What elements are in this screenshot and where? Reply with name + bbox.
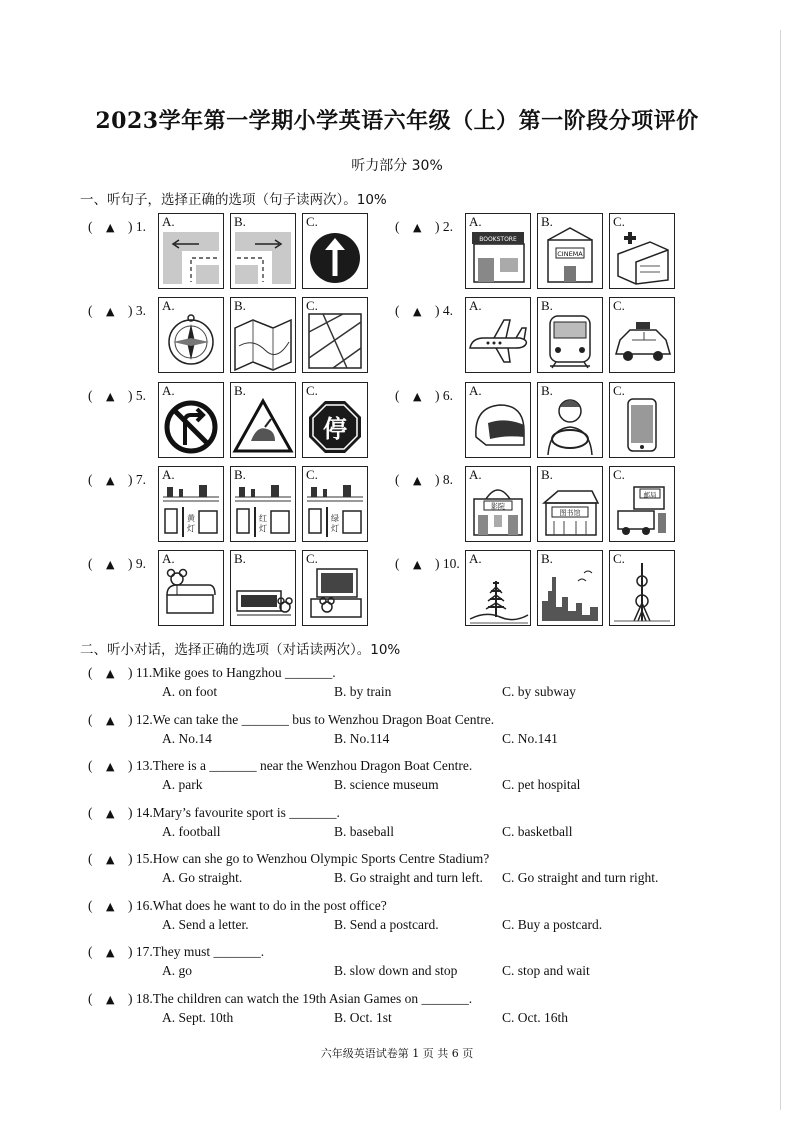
picture-option[interactable]: [302, 382, 368, 458]
question-number-text: 1.: [135, 219, 146, 234]
section1-heading: 一、听句子，选择正确的选项（句子读两次）。10%: [80, 192, 387, 208]
answer-choice[interactable]: C. No.141: [502, 730, 558, 746]
picture-question-6: [395, 382, 685, 460]
option-letter: A.: [162, 467, 175, 482]
picture-option[interactable]: [158, 466, 224, 542]
answer-mark-icon: ▲: [106, 474, 115, 487]
answer-mark-icon: ▲: [106, 899, 115, 913]
dialogue-question-16: ( ▲ ) 16.What does he want to do in the post office?: [88, 897, 387, 913]
answer-mark-icon: ▲: [106, 992, 115, 1006]
option-letter: C.: [613, 467, 625, 482]
question-number-text: 18.: [135, 990, 153, 1006]
answer-mark-icon: ▲: [413, 474, 422, 487]
option-letter: A.: [162, 298, 175, 313]
option-letter: C.: [613, 383, 625, 398]
answer-mark-icon: ▲: [106, 667, 115, 680]
option-letter: A.: [162, 551, 175, 566]
option-letter: A.: [469, 214, 482, 229]
picture-option[interactable]: [158, 297, 224, 373]
answer-choice[interactable]: A. Send a letter.: [162, 916, 249, 932]
answer-mark-icon: ▲: [106, 305, 115, 318]
listening-subtitle: 听力部分 30%: [351, 158, 443, 174]
option-letter: B.: [541, 383, 553, 398]
question-number: ( ▲ ) 3.: [88, 303, 146, 318]
question-number-text: 15.: [135, 851, 153, 866]
answer-mark-icon: ▲: [106, 853, 115, 866]
answer-choice[interactable]: B. science museum: [334, 777, 439, 792]
picture-option[interactable]: [158, 213, 224, 289]
picture-question-7: [88, 466, 378, 544]
question-number: ( ▲ ) 5.: [88, 388, 146, 403]
sign-text: 停: [323, 415, 347, 443]
answer-choice[interactable]: A. park: [162, 777, 203, 792]
answer-choice[interactable]: B. Oct. 1st: [334, 1009, 392, 1025]
question-text: We can take the _______ bus to Wenzhou Dragon Boat Centre.: [152, 711, 495, 727]
picture-option[interactable]: [465, 297, 531, 373]
answer-choice[interactable]: A. on foot: [162, 684, 218, 699]
answer-choice[interactable]: C. by subway: [502, 684, 576, 699]
answer-choice[interactable]: C. stop and wait: [502, 963, 590, 978]
picture-option[interactable]: [465, 213, 531, 289]
sign-text: BOOKSTORE: [479, 236, 517, 243]
question-number-text: 5.: [135, 388, 146, 403]
page-footer: 六年级英语试卷第 1 页 共 6 页: [320, 1047, 474, 1060]
picture-question-10: [395, 550, 685, 628]
answer-choice[interactable]: B. Send a postcard.: [334, 916, 439, 932]
option-letter: B.: [234, 551, 246, 566]
sign-text: 图书馆: [559, 509, 581, 517]
option-letter: B.: [541, 214, 553, 229]
option-letter: A.: [469, 551, 482, 566]
question-text: Mary’s favourite sport is _______.: [152, 804, 340, 820]
question-number: ( ▲ ) 6.: [395, 388, 453, 403]
answer-mark-icon: ▲: [413, 390, 422, 403]
sign-text: CINEMA: [557, 250, 583, 258]
question-number-text: 3.: [135, 303, 146, 318]
answer-mark-icon: ▲: [413, 305, 422, 318]
answer-choice[interactable]: C. Oct. 16th: [502, 1009, 568, 1025]
question-text: The children can watch the 19th Asian Games on _______.: [152, 990, 473, 1006]
picture-question-1: [88, 213, 378, 291]
option-letter: C.: [306, 214, 318, 229]
picture-option[interactable]: [537, 550, 603, 626]
question-text: What does he want to do in the post office?: [152, 897, 387, 913]
option-letter: A.: [469, 467, 482, 482]
picture-question-9: [88, 550, 378, 628]
dialogue-question-15: ( ▲ ) 15.How can she go to Wenzhou Olympic Sports Centre Stadium?: [88, 851, 490, 866]
exam-title: 2023学年第一学期小学英语六年级（上）第一阶段分项评价: [95, 108, 699, 134]
answer-mark-icon: ▲: [106, 760, 115, 773]
option-letter: A.: [162, 383, 175, 398]
answer-mark-icon: ▲: [106, 713, 115, 727]
answer-choice[interactable]: A. Go straight.: [162, 870, 243, 885]
answer-choice[interactable]: A. No.14: [162, 730, 212, 746]
picture-option[interactable]: [609, 550, 675, 626]
answer-choice[interactable]: B. slow down and stop: [334, 963, 458, 978]
question-text: How can she go to Wenzhou Olympic Sports Centre Stadium?: [152, 851, 490, 866]
picture-question-4: [395, 297, 685, 375]
picture-option[interactable]: [609, 382, 675, 458]
sign-text: 灯: [259, 524, 267, 533]
dialogue-question-14: ( ▲ ) 14.Mary’s favourite sport is _______.: [88, 804, 340, 820]
question-number: ( ▲ ) 7.: [88, 472, 146, 487]
question-text: Mike goes to Hangzhou _______.: [152, 665, 336, 680]
sign-text: 灯: [331, 524, 339, 533]
question-number: ( ▲ ) 9.: [88, 556, 146, 571]
option-letter: C.: [613, 551, 625, 566]
answer-choice[interactable]: C. Go straight and turn right.: [502, 870, 659, 885]
picture-question-5: [88, 382, 378, 460]
sign-text: 绿: [331, 514, 339, 523]
picture-question-8: [395, 466, 685, 544]
question-number-text: 8.: [442, 472, 453, 487]
picture-option[interactable]: [537, 382, 603, 458]
question-number-text: 9.: [135, 556, 146, 571]
answer-mark-icon: ▲: [106, 558, 115, 571]
picture-option[interactable]: [302, 213, 368, 289]
question-number: ( ▲ ) 4.: [395, 303, 453, 318]
picture-option[interactable]: [537, 213, 603, 289]
question-number-text: 13.: [135, 758, 153, 773]
picture-option[interactable]: [465, 382, 531, 458]
question-text: They must _______.: [152, 944, 265, 959]
option-letter: B.: [541, 467, 553, 482]
answer-mark-icon: ▲: [106, 946, 115, 959]
question-number: ( ▲ ) 10.: [395, 556, 460, 571]
answer-choice[interactable]: C. Buy a postcard.: [502, 916, 603, 932]
picture-option[interactable]: [302, 466, 368, 542]
sign-text: 邮局: [643, 491, 657, 499]
question-number-text: 17.: [135, 944, 153, 959]
option-letter: A.: [469, 383, 482, 398]
answer-choice[interactable]: C. pet hospital: [502, 777, 581, 792]
picture-option[interactable]: [158, 550, 224, 626]
answer-choice[interactable]: B. Go straight and turn left.: [334, 870, 483, 885]
option-letter: A.: [469, 298, 482, 313]
answer-choice[interactable]: B. baseball: [334, 823, 394, 839]
question-number: ( ▲ ) 8.: [395, 472, 453, 487]
picture-option[interactable]: [537, 466, 603, 542]
picture-question-3: [88, 297, 378, 375]
answer-choice[interactable]: A. football: [162, 823, 221, 839]
option-letter: B.: [541, 551, 553, 566]
option-letter: C.: [306, 467, 318, 482]
answer-choice[interactable]: B. by train: [334, 684, 392, 699]
answer-mark-icon: ▲: [413, 221, 422, 234]
question-number: ( ▲ ) 2.: [395, 219, 453, 234]
option-letter: B.: [234, 214, 246, 229]
option-letter: C.: [306, 551, 318, 566]
option-letter: A.: [162, 214, 175, 229]
picture-question-2: [395, 213, 685, 291]
dialogue-question-13: ( ▲ ) 13.There is a _______ near the Wenzhou Dragon Boat Centre.: [88, 758, 473, 773]
picture-option[interactable]: [465, 466, 531, 542]
picture-option[interactable]: [609, 466, 675, 542]
picture-option[interactable]: [230, 213, 296, 289]
picture-option[interactable]: [609, 213, 675, 289]
question-number-text: 16.: [135, 897, 153, 913]
option-letter: B.: [234, 383, 246, 398]
option-letter: B.: [234, 467, 246, 482]
answer-mark-icon: ▲: [106, 221, 115, 234]
option-letter: C.: [306, 383, 318, 398]
answer-mark-icon: ▲: [413, 558, 422, 571]
picture-option[interactable]: [465, 550, 531, 626]
question-number-text: 4.: [442, 303, 453, 318]
picture-option[interactable]: [230, 550, 296, 626]
picture-option[interactable]: [158, 382, 224, 458]
dialogue-question-17: ( ▲ ) 17.They must _______.: [88, 944, 265, 959]
question-number-text: 7.: [135, 472, 146, 487]
question-number-text: 6.: [442, 388, 453, 403]
picture-option[interactable]: [609, 297, 675, 373]
dialogue-question-12: ( ▲ ) 12.We can take the _______ bus to Wenzhou Dragon Boat Centre.: [88, 711, 495, 727]
picture-option[interactable]: [230, 297, 296, 373]
scan-edge-line: [780, 30, 781, 1110]
dialogue-question-11: ( ▲ ) 11.Mike goes to Hangzhou _______.: [88, 665, 336, 680]
sign-text: 黄: [187, 514, 195, 523]
option-letter: C.: [613, 214, 625, 229]
question-number-text: 11.: [135, 665, 153, 680]
question-number-text: 2.: [442, 219, 453, 234]
picture-option[interactable]: [230, 466, 296, 542]
answer-choice[interactable]: A. Sept. 10th: [162, 1009, 234, 1025]
option-letter: B.: [234, 298, 246, 313]
picture-option[interactable]: [302, 297, 368, 373]
picture-option[interactable]: [230, 382, 296, 458]
question-number-text: 10.: [442, 556, 460, 571]
answer-mark-icon: ▲: [106, 390, 115, 403]
question-number-text: 14.: [135, 804, 153, 820]
sign-text: 灯: [187, 524, 195, 533]
option-letter: C.: [613, 298, 625, 313]
answer-choice[interactable]: C. basketball: [502, 823, 573, 839]
option-letter: C.: [306, 298, 318, 313]
sign-text: 红: [259, 514, 267, 523]
sign-text: 影院: [491, 502, 505, 511]
question-number: ( ▲ ) 1.: [88, 219, 146, 234]
question-number-text: 12.: [135, 711, 153, 727]
question-text: There is a _______ near the Wenzhou Dragon Boat Centre.: [152, 758, 473, 773]
answer-choice[interactable]: A. go: [162, 963, 192, 978]
answer-mark-icon: ▲: [106, 806, 115, 820]
picture-option[interactable]: [302, 550, 368, 626]
dialogue-question-18: ( ▲ ) 18.The children can watch the 19th Asian Games on _______.: [88, 990, 473, 1006]
answer-choice[interactable]: B. No.114: [334, 730, 390, 746]
picture-option[interactable]: [537, 297, 603, 373]
section2-heading: 二、听小对话，选择正确的选项（对话读两次）。10%: [80, 642, 401, 658]
option-letter: B.: [541, 298, 553, 313]
